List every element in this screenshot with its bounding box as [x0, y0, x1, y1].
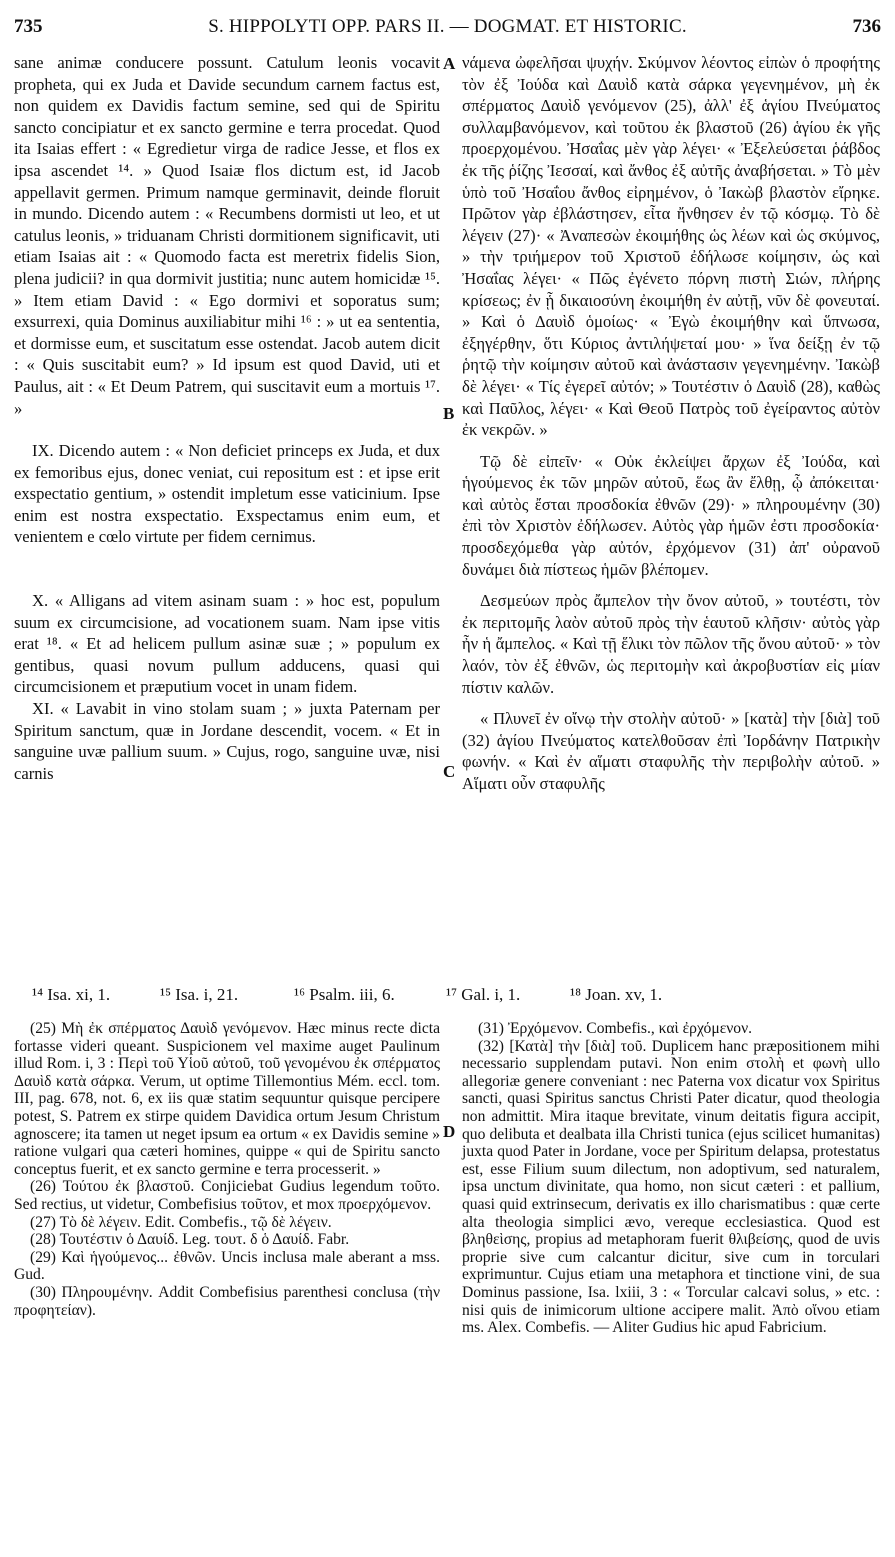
notes-right-column — [462, 1020, 880, 1490]
note: (29) Καὶ ἡγούμενος... ἐθνῶν. Uncis inclusa male aberant a mss. Gud. — [14, 1248, 440, 1284]
greek-column — [462, 52, 880, 967]
margin-marker-a: A — [443, 54, 456, 73]
note: (31) Ἐρχόμενον. Combefis., καὶ ἐρχόμενον. — [478, 1020, 753, 1037]
latin-paragraph: sane animæ conducere possunt. Catulum leonis vocavit propheta, qui ex Juda et Davide secundum carnem factus est, non quidem ex Davidis factum semine, sed qui de Spiritu sancto concipiatur et ex sancto germine e terra procedat. Quod ita Isaias effert : « Egredietur virga de radice Jesse, et flos ex ipsa ascendet ¹⁴. » Quod Isaiæ flos dictum est, id Jacob appellavit germen. Primum namque germinavit, deinde floruit in mundo. Dicendo autem : « Recumbens dormisti ut leo, et ut catulus leonis, » triduanam Christi dormitionem significavit, uti etiam Isaias ait : « Quomodo facta est meretrix fidelis Sion, plena judicii? in qua dormivit justitia; nunc autem homicidæ ¹⁵. » Item etiam David : « Ego dormivi et soporatus sum; exsurrexi, quia Dominus auxiliabitur mihi ¹⁶ : » ut ea sententia, et dormisse eum, et suscitatum esse ostendat. Jacob autem dicit : « Quis suscitabit eum? » Id ipsum est quod David, uti et Paulus, ait : « Et Deum Patrem, qui suscitavit eum a mortuis ¹⁷. » — [14, 53, 440, 418]
page-number-left: 735 — [14, 16, 43, 37]
page-number-right: 736 — [852, 16, 881, 37]
latin-paragraph: IX. Dicendo autem : « Non deficiet princeps ex Juda, et dux ex femoribus ejus, donec veniat, cui repositum est : et ipse erit exspectatio gentium, » ostendit impletum esse vaticinium. Ipse enim est nostra exspectatio. Exspectamus enim eum, et venientem e cœlo virtute per fidem cernimus. — [14, 441, 440, 547]
scripture-ref: ¹⁸ Joan. xv, 1. — [570, 985, 663, 1004]
latin-column — [14, 52, 440, 967]
running-title: S. HIPPOLYTI OPP. PARS II. — DOGMAT. ET HISTORIC. — [208, 16, 687, 37]
running-header — [14, 10, 881, 44]
latin-paragraph: X. « Alligans ad vitem asinam suam : » hoc est, populum suum ex circumcisione, ad vocationem suam. Nam ipse vitis erat ¹⁸. « Et ad helicem pullum asinæ suæ ; » populum ex gentibus, quasi novum pullum adducens, quasi qui circumcisionem et præputium vocet in unam fidem. — [14, 591, 440, 697]
latin-paragraph: XI. « Lavabit in vino stolam suam ; » juxta Paternam per Spiritum sanctum, quæ in Jordane descendit, vocem. « Et in sanguine uvæ pallium suum. » Cujus, rogo, sanguine uvæ, nisi carnis — [14, 699, 440, 783]
note: (25) Μὴ ἐκ σπέρματος Δαυὶδ γενόμενον. Hæc minus recte dicta fortasse videri queant. Suspicionem vel maxime auget Paulinum illud Rom. i, 3 : Περὶ τοῦ Υἱοῦ αὐτοῦ, τοῦ γενομένου ἐκ σπέρματος Δαυὶδ κατὰ σάρκα. Verum, ut optime Tillemontius Mém. eccl. tom. III, pag. 678, not. 6, ex iis quæ statim sequuntur quisque percipere potest, S. Patrem ex stirpe quidem Davidica ortum Jesum Christum agnoscere; ita tamen ut neget ipsum ea ortum « ex Davidis semine » ratione vulgari qua cæteri homines, quippe « qui de Spiritu sancto conceptus fuerit, et ex sancto germine e terra processerit. » — [14, 1020, 440, 1178]
scripture-ref: ¹⁷ Gal. i, 1. — [446, 985, 521, 1004]
margin-marker-c: C — [443, 762, 456, 781]
greek-paragraph: Δεσμεύων πρὸς ἄμπελον τὴν ὄνον αὐτοῦ, » τουτέστι, τὸν ἐκ περιτομῆς λαὸν αὐτοῦ πρὸς τὴν ἑαυτοῦ κλῆσιν· αὐτὸς γὰρ ἦν ἡ ἄμπελος. « Καὶ τῇ ἕλικι τὸν πῶλον τῆς ὄνου αὐτοῦ· » τὸν λαόν, τὸν ἐξ ἐθνῶν, ὡς περιτομὴν καὶ ἀκροβυστίαν εἰς μίαν πίστιν καλῶν. — [462, 591, 880, 697]
note: (30) Πληρουμένην. Addit Combefisius parenthesi conclusa (τὴν προφητείαν). — [14, 1283, 440, 1319]
note: (27) Τὸ δὲ λέγειν. Edit. Combefis., τῷ δὲ λέγειν. — [30, 1213, 332, 1231]
note: (28) Τουτέστιν ὁ Δαυίδ. Leg. τουτ. δ ὁ Δαυίδ. Fabr. — [30, 1231, 350, 1249]
margin-marker-d: D — [443, 1122, 456, 1141]
margin-marker-b: B — [443, 404, 455, 423]
notes-left-column — [14, 1020, 440, 1460]
scripture-ref: ¹⁵ Isa. i, 21. — [160, 985, 239, 1004]
note: (32) [Κατὰ] τὴν [διὰ] τοῦ. Duplicem hanc præpositionem mihi necessario supplendam putavi. Non enim στολὴ et φωνὴ ullo allegoriæ genere conveniant : nec Paterna vox dicatur vox Spiritus sancti, quasi Spiritus sanctus Christi Pater dicatur, quod theologia non admittit. Mira itaque brevitate, vinum deitatis figura accipit, quo delibuta et dealbata illa Christi tunica (ejus scilicet humanitas) juxta quod Pater in Jordane, voce per Spiritum delapsa, protestatus est, esse Filium suum dilectum, non adoptivum, sed naturalem, ipsa unctum divinitate, qua homo, non sicut cæteri : et pallium, quasi quid extrinsecum, derivatis ex illo charismatibus : quæ certe alta theologia simplici ævo, vereque ecclesiastica. Quod est βληθεὶσης, propius ad metaphoram fuerit θλιβείσης, quod de uvis proprie sive cum calcantur dicitur, sive cum in torculari exprimuntur. Cujus etiam una metaphora et tinctione vini, de sua Dominus passione, Isa. lxiii, 3 : « Torcular calcavi solus, » etc. : nisi quis de inimicorum ultione accipere malit. Ἀπὸ οἴνου etiam ms. Alex. Combefis. — Aliter Gudius hic apud Fabricium. — [462, 1037, 880, 1337]
scripture-ref: ¹⁶ Psalm. iii, 6. — [294, 985, 395, 1004]
scripture-ref: ¹⁴ Isa. xi, 1. — [32, 985, 111, 1004]
greek-paragraph: « Πλυνεῖ ἐν οἴνῳ τὴν στολὴν αὐτοῦ· » [κατὰ] τὴν [διὰ] τοῦ (32) ἁγίου Πνεύματος κατελθοῦσαν ἐπὶ Ἰορδάνην Πατρικὴν φωνήν. « Καὶ ἐν αἵματι σταφυλῆς τὴν περιβολὴν αὐτοῦ. » Αἵματι οὖν σταφυλῆς — [462, 709, 880, 793]
greek-paragraph: Τῷ δὲ εἰπεῖν· « Οὐκ ἐκλείψει ἄρχων ἐξ Ἰούδα, καὶ ἡγούμενος ἐκ τῶν μηρῶν αὐτοῦ, ἕως ἂν ἔλθῃ, ᾧ ἀπόκειται· καὶ αὐτὸς ἔσται προσδοκία ἐθνῶν (29)· » πληρουμένην (30) ἐπὶ τὸν Χριστὸν ἐδήλωσεν. Αὐτὸς γὰρ ἡμῶν ἐστι προσδοκία· προσδεχόμεθα γὰρ αὐτόν, ἐρχόμενον (31) ἀπ' οὐρανοῦ δυνάμει διὰ πίστεως ἡμῶν βλέπομεν. — [462, 451, 880, 579]
note: (26) Τούτου ἐκ βλαστοῦ. Conjiciebat Gudius legendum τοῦτο. Sed rectius, ut videtur, Combefisius τοῦτον, et mox προερχόμενον. — [14, 1178, 440, 1213]
greek-paragraph: νάμενα ὠφελῆσαι ψυχήν. Σκύμνον λέοντος εἰπὼν ὁ προφήτης τὸν ἐξ Ἰούδα καὶ Δαυὶδ κατὰ σάρκα γεγενημένον, μὴ ἐκ σπέρματος Δαυὶδ γενόμενον (25), ἀλλ' ἐξ ἁγίου Πνεύματος συλλαμβανόμενον, καὶ τοῦτου ἐκ βλαστοῦ (26) ἁγίου ἐκ γῆς προερχομένου. Ἠσαΐας μὲν γὰρ λέγει· « Ἐξελεύσεται ῥάβδος ἐκ τῆς ῥίζης Ἰεσσαί, καὶ ἄνθος ἐξ αὐτῆς ἀναβήσεται. » Τὸ μὲν ὑπὸ τοῦ Ἠσαΐου ἄνθος εἰρημένον, ὁ Ἰακὼβ βλαστὸν εἴρηκε. Πρῶτον γὰρ ἐβλάστησεν, εἶτα ἤνθησεν ἐν τῷ κόσμῳ. Τὸ δὲ λέγειν (27)· « Ἀναπεσὼν ἐκοιμήθης ὡς λέων καὶ ὡς σκύμνος, » τὴν τριήμερον τοῦ Χριστοῦ ἐδήλωσε κοίμησιν, ὡς καὶ Ἠσαΐας λέγει· « Πῶς ἐγένετο πόρνη πιστὴ Σιών, πλήρης κρίσεως; ἐν ᾗ δικαιοσύνη ἐκοιμήθη ἐν αὐτῇ, νῦν δὲ φονευταί. » Καὶ ὁ Δαυὶδ ὁμοίως· « Ἐγὼ ἐκοιμήθην καὶ ὕπνωσα, ἐξηγέρθην, ὅτι Κύριος ἀντιλήψεταί μου· » ἵνα δείξῃ ἐν τῷ ῥητῷ τὴν κοίμησιν αὐτοῦ καὶ ἀνάστασιν γεγενημένην. Ἰακὼβ δὲ λέγει· « Τίς ἐγερεῖ αὐτόν; » Τουτέστιν ὁ Δαυὶδ (28), καθὼς καὶ Παῦλος, λέγει· « Καὶ Θεοῦ Πατρὸς τοῦ ἐγείραντος αὐτὸν ἐκ νεκρῶν. » — [462, 53, 880, 440]
